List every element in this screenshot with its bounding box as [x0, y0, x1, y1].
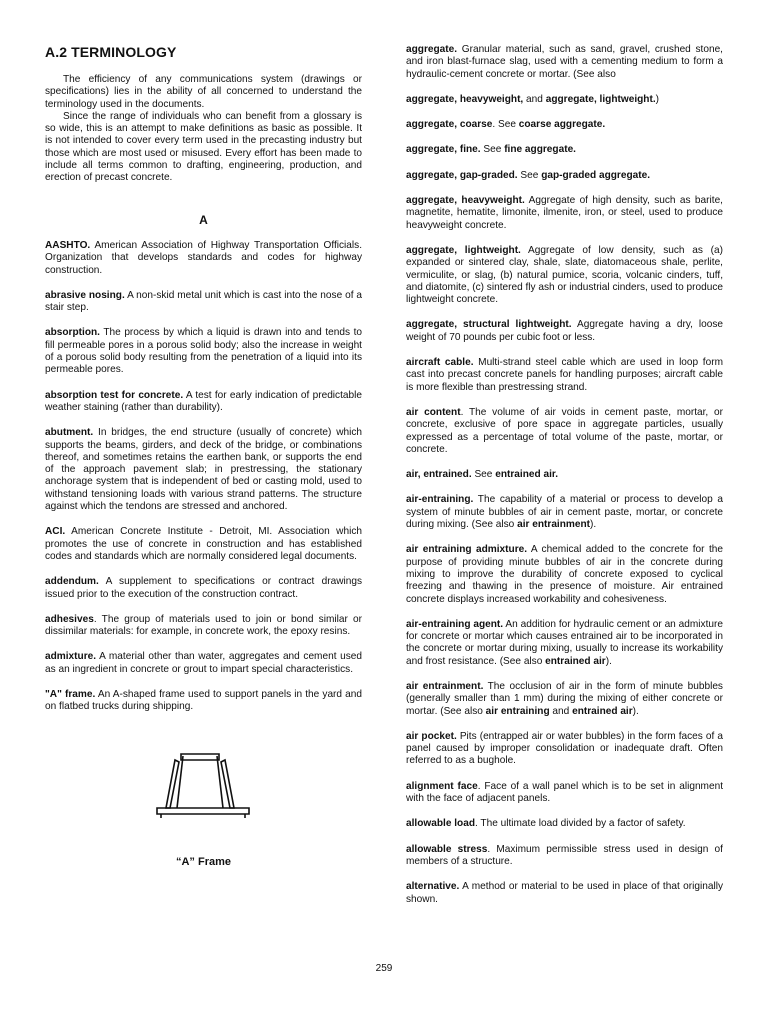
glossary-term: allowable stress	[406, 843, 488, 855]
glossary-term: air entrainment.	[406, 680, 484, 692]
glossary-entry	[406, 94, 723, 106]
glossary-entry	[406, 494, 723, 531]
glossary-definition: A method or material to be used in place of that originally shown.	[406, 881, 723, 905]
glossary-term: aggregate, coarse	[406, 119, 493, 131]
cross-reference: air entrainment	[517, 519, 591, 531]
cross-reference: entrained air	[572, 705, 633, 717]
cross-reference: gap-graded aggregate.	[541, 169, 651, 181]
glossary-definition: A material other than water, aggregates and cement used as an ingredient in concrete or grout to impart special characteristics.	[45, 651, 362, 675]
intro-text	[45, 74, 362, 185]
glossary-term: addendum.	[45, 576, 99, 588]
glossary-definition: Granular material, such as sand, gravel, crushed stone, and iron blast-furnace slag, used with a cementing medium to form a hydraulic-cement concrete or mortar. (See also	[406, 44, 723, 80]
glossary-entry	[406, 781, 723, 806]
section-letter: A	[199, 212, 208, 227]
glossary-entry	[45, 689, 362, 714]
glossary-definition: A chemical added to the concrete for the purpose of providing minute bubbles of air in the concrete during mixing to improve the durability of concrete exposed to cyclical freezing and thawing in the presence of moisture. Air entrained concrete displays increased workability and cohesiveness.	[406, 544, 723, 605]
glossary-definition: . The group of materials used to join or bond similar or dissimilar materials: for example, in concrete work, the epoxy resins.	[45, 613, 362, 638]
glossary-definition: The occlusion of air in the form of minute bubbles (generally smaller than 1 mm) during the mixing of either concrete or mortar. (See also	[406, 680, 723, 717]
glossary-entry	[406, 357, 723, 394]
glossary-entry	[45, 651, 362, 676]
left-column	[45, 44, 362, 882]
glossary-definition: ).	[632, 705, 639, 717]
glossary-term: air-entraining.	[406, 494, 474, 506]
glossary-definition: ).	[605, 655, 612, 667]
glossary-term: aggregate, lightweight.	[406, 244, 521, 256]
glossary-term: aggregate, heavyweight.	[406, 195, 525, 207]
right-glossary-list	[406, 44, 723, 906]
glossary-definition: . The volume of air voids in cement paste, mortar, or concrete, exclusive of pore space in aggregate particles, usually expressed as a percentage of total volume of the paste, mortar, or concrete.	[406, 406, 723, 455]
glossary-definition: See	[480, 144, 505, 156]
glossary-entry	[406, 731, 723, 768]
glossary-definition: The process by which a liquid is drawn into and tends to fill permeable pores in a porous solid body; also the increase in weight of a porous solid body resulting from the penetration of a liquid into its permeable pores.	[45, 327, 362, 376]
glossary-definition: A supplement to specifications or contract drawings issued prior to the execution of the construction contract.	[45, 576, 362, 600]
glossary-term: alternative.	[406, 881, 460, 893]
glossary-term: "A" frame.	[45, 688, 96, 700]
glossary-term: abutment.	[45, 427, 94, 439]
glossary-entry	[406, 681, 723, 718]
glossary-definition: A test for early indication of predictable weather staining (rather than durability).	[45, 389, 362, 413]
glossary-term: air entraining admixture.	[406, 544, 528, 556]
glossary-term: air pocket.	[406, 730, 457, 742]
glossary-entry	[406, 195, 723, 232]
glossary-term: alignment face	[406, 780, 478, 792]
glossary-term: allowable load	[406, 818, 475, 830]
glossary-term: aggregate, heavyweight,	[406, 93, 524, 105]
glossary-definition: Aggregate of low density, such as (a) expanded or sintered clay, shale, slate, diatomaceous shale, perlite, vermiculite, or slag, (b) natural pumice, scoria, volcanic cinders, tuff, and diatomite, (c) sintered fly ash or industrial cinders, used to produce lightweight concrete.	[406, 244, 723, 306]
glossary-definition: and	[523, 93, 546, 105]
glossary-definition: . Face of a wall panel which is to be set in alignment with the face of adjacent panels.	[406, 780, 723, 805]
glossary-term: air, entrained.	[406, 469, 472, 481]
glossary-term: aircraft cable.	[406, 357, 474, 369]
intro-paragraph: Since the range of individuals who can benefit from a glossary is so wide, this is an attempt to make definitions as basic as possible. It is not intended to cover every term used in the precasting industry but those which are most used or misused. Every effort has been made to include all terms common to drafting, engineering, production, and erection of precast concrete.	[45, 110, 362, 184]
page-number: 259	[375, 963, 393, 974]
glossary-term: aggregate, fine.	[406, 144, 481, 156]
glossary-entry	[406, 319, 723, 344]
glossary-entry	[406, 818, 723, 830]
glossary-definition: Aggregate having a dry, loose weight of 70 pounds per cubic foot or less.	[406, 319, 724, 343]
glossary-entry	[406, 144, 723, 156]
glossary-entry	[45, 526, 362, 563]
left-glossary-list	[45, 240, 362, 714]
glossary-term: aggregate, structural lightweight.	[406, 319, 572, 331]
glossary-term: absorption test for concrete.	[45, 389, 184, 401]
cross-reference: coarse aggregate.	[518, 119, 606, 131]
glossary-entry	[406, 469, 723, 481]
glossary-entry	[406, 119, 723, 131]
glossary-definition: American Concrete Institute - Detroit, MI. Association which promotes the use of concrete in construction and has established codes and standards which are normally considered legal documents.	[45, 526, 362, 562]
glossary-definition: American Association of Highway Transportation Officials. Organization that develops standards and codes for highway construction.	[45, 239, 362, 276]
glossary-definition: Pits (entrapped air or water bubbles) in the form faces of a panel caused by improper consolidation or inadequate draft. Often referred to as a bughole.	[406, 730, 723, 767]
glossary-definition: . See	[492, 119, 519, 131]
glossary-definition: . Maximum permissible stress used in design of members of a structure.	[406, 843, 723, 867]
glossary-definition: In bridges, the end structure (usually of concrete) which supports the beams, girders, and deck of the bridge, or combinations thereof, and sometimes retains the earthen bank, or supports the end of the approach pavement slab; in prestressing, the stationary anchorage system that is independent of bed or casting mold, used to withstand tensioning loads with various strand patterns. The structure against which the tendons are stressed and anchored.	[45, 427, 363, 513]
glossary-definition: An addition for hydraulic cement or an admixture for concrete or mortar which causes entrained air to be incorporated in the concrete or mortar during mixing, usually to increase its workability and frost resistance. (See also	[406, 618, 723, 667]
glossary-entry	[45, 390, 362, 415]
glossary-definition: The capability of a material or process to develop a system of minute bubbles of air in cement paste, mortar, or concrete during mixing. (See also	[406, 494, 723, 531]
glossary-entry	[45, 614, 362, 639]
section-heading: A.2 TERMINOLOGY	[45, 44, 177, 60]
glossary-entry	[406, 544, 723, 605]
glossary-entry	[406, 245, 723, 306]
glossary-entry	[406, 844, 723, 869]
glossary-entry	[406, 44, 723, 81]
glossary-definition: Multi-strand steel cable which are used in loop form cast into precast concrete panels for handling purposes; aircraft cable is more flexible than prestressing strand.	[406, 357, 723, 393]
glossary-definition: An A-shaped frame used to support panels in the yard and on flatbed trucks during shipping.	[45, 688, 363, 713]
glossary-definition: ).	[590, 519, 597, 531]
a-frame-figure	[45, 732, 362, 882]
glossary-definition: See	[471, 469, 496, 481]
glossary-term: abrasive nosing.	[45, 289, 125, 301]
glossary-term: adhesives	[45, 613, 94, 625]
glossary-term: absorption.	[45, 327, 100, 339]
glossary-term: air content	[406, 406, 461, 418]
glossary-term: aggregate, gap-graded.	[406, 169, 518, 181]
glossary-entry	[406, 619, 723, 668]
glossary-definition: and	[549, 705, 573, 717]
glossary-term: aggregate.	[406, 44, 458, 55]
cross-reference: fine aggregate.	[504, 144, 576, 156]
a-frame-drawing-icon	[155, 732, 251, 824]
intro-paragraph: The efficiency of any communications system (drawings or specifications) lies in the ability of all concerned to understand the terminology used in the documents.	[45, 74, 362, 110]
glossary-definition: Aggregate of high density, such as barite, magnetite, hematite, limonite, ilmenite, iron, or steel, used to produce heavyweight concrete.	[406, 195, 723, 231]
glossary-definition: )	[655, 93, 659, 105]
glossary-entry	[406, 407, 723, 456]
glossary-entry	[45, 240, 362, 277]
glossary-entry	[406, 881, 723, 906]
glossary-definition: A non-skid metal unit which is cast into the nose of a stair step.	[45, 289, 363, 314]
glossary-term: AASHTO.	[45, 239, 91, 251]
glossary-definition: . The ultimate load divided by a factor of safety.	[475, 818, 686, 830]
glossary-entry	[45, 427, 362, 513]
cross-reference: aggregate, lightweight.	[545, 93, 656, 105]
glossary-term: air-entraining agent.	[406, 618, 504, 630]
glossary-entry	[406, 170, 723, 182]
glossary-entry	[45, 576, 362, 601]
cross-reference: air entraining	[485, 705, 550, 717]
cross-reference: entrained air.	[495, 469, 559, 481]
right-column	[406, 44, 723, 919]
glossary-term: ACI.	[45, 526, 66, 538]
glossary-term: admixture.	[45, 651, 97, 663]
glossary-entry	[45, 290, 362, 315]
glossary-entry	[45, 327, 362, 376]
glossary-definition: See	[517, 169, 542, 181]
cross-reference: entrained air	[545, 655, 606, 667]
figure-caption: “A” Frame	[175, 855, 232, 868]
